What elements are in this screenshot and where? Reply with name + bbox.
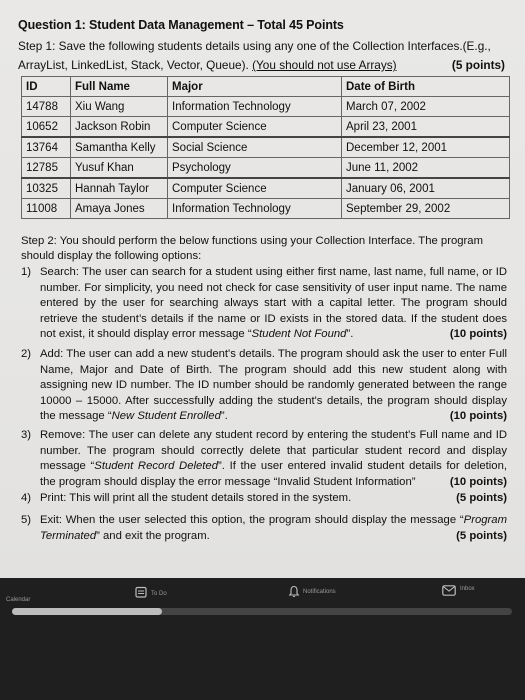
- cell-id: 11008: [22, 199, 71, 219]
- item-body: Add: The user can add a new student's details. The program should ask the user to enter Full Name, Major and Date of Birth. The program should add this new student along with assigning new ID number. The ID number should be randomly generated between the range 10000 – 15000. After successfully adding the student's details, the program should display the message “: [40, 348, 507, 422]
- step1-text: [18, 37, 513, 75]
- page-scroll-thumb[interactable]: [12, 608, 162, 615]
- step1-line1: Step 1: Save the following students details using any one of the Collection Interfaces.(E.g.,: [18, 39, 491, 53]
- step1-points: (5 points): [451, 58, 505, 72]
- cell-id: 12785: [22, 158, 71, 179]
- item-text: [40, 265, 507, 343]
- item-number: 2): [21, 348, 32, 360]
- cell-name: Yusuf Khan: [71, 158, 168, 179]
- item-tail: ”.: [346, 328, 354, 340]
- item-tail: ” and exit the program.: [96, 529, 210, 542]
- item-message: Student Record Deleted: [94, 460, 218, 472]
- item-message: Program Terminated: [40, 514, 507, 542]
- cell-name: Amaya Jones: [71, 199, 168, 219]
- table-row: [22, 158, 510, 179]
- cell-dob: January 06, 2001: [342, 178, 510, 199]
- table-row: [22, 178, 510, 199]
- students-table: [21, 76, 510, 219]
- item-body: Remove: The user can delete any student record by entering the student's Full name and ID number. The program should correctly delete that particular student record and display message “: [40, 429, 507, 472]
- item-points: (10 points): [449, 410, 507, 422]
- item-message: Student Not Found: [251, 328, 347, 340]
- cell-dob: June 11, 2002: [342, 158, 510, 179]
- item-number: 3): [21, 429, 32, 441]
- table-row: [22, 137, 510, 158]
- item-points: (5 points): [456, 492, 507, 504]
- question-title: Question 1: Student Data Management – Total 45 Points: [18, 18, 344, 32]
- item-body: Print: This will print all the student details stored in the system.: [40, 492, 352, 504]
- cell-major: Computer Science: [168, 178, 342, 199]
- item-tail: ”.: [220, 410, 228, 422]
- cell-major: Social Science: [168, 137, 342, 158]
- item-points: (10 points): [449, 328, 507, 340]
- cell-dob: September 29, 2002: [342, 199, 510, 219]
- cell-name: Samantha Kelly: [71, 137, 168, 158]
- tab-inbox[interactable]: Inbox: [460, 586, 475, 592]
- page-scroll-track[interactable]: [12, 608, 512, 615]
- item-message: New Student Enrolled: [111, 410, 221, 422]
- inbox-icon[interactable]: [442, 585, 456, 599]
- item-points: (5 points): [456, 529, 507, 542]
- header-full-name: Full Name: [71, 77, 168, 97]
- cell-dob: March 07, 2002: [342, 97, 510, 117]
- step1-line2: [18, 56, 513, 75]
- cell-id: 10652: [22, 117, 71, 138]
- item-number: 4): [21, 492, 32, 504]
- cell-major: Psychology: [168, 158, 342, 179]
- table-row: [22, 97, 510, 117]
- cell-name: Hannah Taylor: [71, 178, 168, 199]
- bottom-tab-bar: [0, 578, 525, 700]
- bell-icon[interactable]: [288, 585, 300, 601]
- header-dob: Date of Birth: [342, 77, 510, 97]
- table-row: [22, 199, 510, 219]
- cell-major: Computer Science: [168, 117, 342, 138]
- cell-id: 10325: [22, 178, 71, 199]
- cell-name: Xiu Wang: [71, 97, 168, 117]
- cell-dob: April 23, 2001: [342, 117, 510, 138]
- item-body: Exit: When the user selected this option, the program should display the message “: [40, 514, 464, 526]
- todo-icon[interactable]: [135, 586, 147, 601]
- table-header-row: [22, 77, 510, 97]
- item-points: (10 points): [449, 475, 507, 488]
- item-text: [40, 347, 507, 425]
- tab-calendar[interactable]: Calendar: [6, 597, 31, 603]
- cell-name: Jackson Robin: [71, 117, 168, 138]
- cell-major: Information Technology: [168, 199, 342, 219]
- item-text: [40, 513, 507, 544]
- step1-line2-a: ArrayList, LinkedList, Stack, Vector, Queue).: [18, 58, 253, 72]
- cell-dob: December 12, 2001: [342, 137, 510, 158]
- item-body: Search: The user can search for a student using either first name, last name, full name, or ID number. For simplicity, you need not check for case sensitivity of user input name. The name entered by the user for searching always start with a capital letter. The program should retrieve the student’s details if the name or ID exists in the stored data. If the student does not exist, it should display error message “: [40, 266, 507, 340]
- step1-note: (You should not use Arrays): [252, 58, 397, 72]
- header-major: Major: [168, 77, 342, 97]
- item-number: 5): [21, 514, 32, 526]
- header-id: ID: [22, 77, 71, 97]
- item-text: [40, 428, 507, 490]
- step2-text: Step 2: You should perform the below functions using your Collection Interface. The program should display the following options:: [21, 235, 483, 262]
- cell-id: 14788: [22, 97, 71, 117]
- cell-major: Information Technology: [168, 97, 342, 117]
- cell-id: 13764: [22, 137, 71, 158]
- item-number: 1): [21, 266, 32, 278]
- item-text: [40, 491, 507, 507]
- table-row: [22, 117, 510, 138]
- item-tail: ”. If the user entered invalid student details for deletion, the program should display the error message “Invalid Student Information”: [40, 460, 507, 488]
- tab-notifications[interactable]: Notifications: [303, 589, 336, 595]
- tab-todo[interactable]: To Do: [151, 591, 167, 597]
